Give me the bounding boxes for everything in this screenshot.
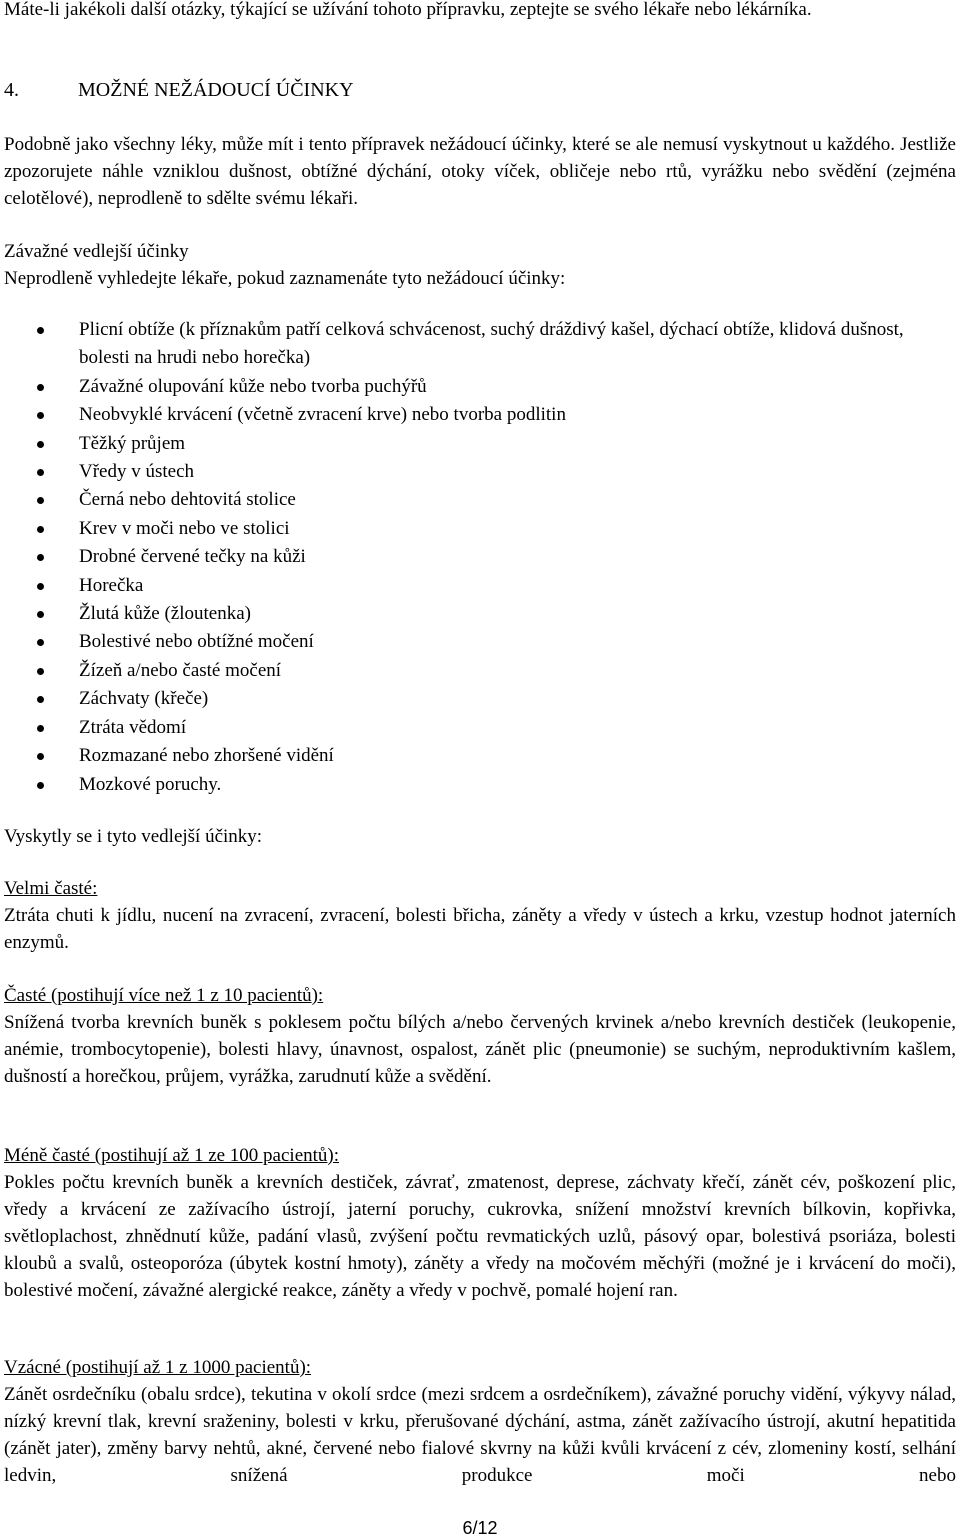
list-item bbox=[4, 543, 956, 571]
uncommon-label: Méně časté ( bbox=[4, 1145, 102, 1166]
list-item-text: Mozkové poruchy. bbox=[79, 773, 222, 795]
bullet-icon bbox=[37, 554, 44, 561]
list-item-text: Drobné červené tečky na kůži bbox=[79, 546, 306, 568]
uncommon-label-end: ): bbox=[327, 1145, 340, 1166]
common-block bbox=[4, 982, 956, 1090]
bullet-icon bbox=[37, 782, 44, 789]
symptom-list-block bbox=[4, 316, 956, 799]
bullet-icon bbox=[37, 668, 44, 675]
list-item bbox=[4, 685, 956, 713]
uncommon-label-rest: postihují až 1 ze 100 pacientů bbox=[101, 1145, 328, 1166]
bullet-icon bbox=[37, 696, 44, 703]
uncommon-block bbox=[4, 1142, 956, 1304]
section-title: MOŽNÉ NEŽÁDOUCÍ ÚČINKY bbox=[78, 79, 354, 101]
list-item-text: Záchvaty (křeče) bbox=[79, 688, 209, 710]
other-lead: Vyskytly se i tyto vedlejší účinky: bbox=[4, 826, 263, 847]
rare-label: Vzácné ( bbox=[4, 1357, 73, 1378]
section-number: 4. bbox=[4, 79, 19, 101]
uncommon-text: Pokles počtu krevních buněk a krevních destiček, závrať, zmatenost, deprese, záchvaty křečí, zánět cév, poškození plic, vředy a krvácení ze zažívacího ústrojí, jaterní poruchy, cukrovka, snížení množství krevních bílkovin, kopřivka, světloplachost, zhnědnutí kůže, padání vlasů, zvýšení počtu revmatických uzlů, pásový opar, bolestivá psoriáza, bolesti kloubů a svalů, osteoporóza (úbytek kostní hmoty), záněty a vředy na močovém měchýři (možné je i krvácení do moči), bolestivé močení, závažné alergické reakce, záněty a vředy v pochvě, pomalé hojení ran. bbox=[4, 1172, 956, 1301]
list-item bbox=[4, 771, 956, 799]
bullet-icon bbox=[37, 412, 44, 419]
list-item-text: Neobvyklé krvácení (včetně zvracení krve) nebo tvorba podlitin bbox=[79, 404, 566, 426]
list-item-text: Žízeň a/nebo časté močení bbox=[79, 659, 282, 681]
list-item-text: Plicní obtíže (k příznakům patří celková schvácenost, suchý dráždivý kašel, dýchací obtíže, klidová dušnost, bolesti na hrudi nebo horečka) bbox=[79, 319, 904, 369]
serious-block bbox=[4, 238, 956, 292]
list-item bbox=[4, 430, 956, 458]
very-common-label: Velmi časté: bbox=[4, 878, 98, 899]
serious-title: Závažné vedlejší účinky bbox=[4, 241, 189, 262]
list-item-text: Vředy v ústech bbox=[79, 461, 195, 483]
list-item-text: Ztráta vědomí bbox=[79, 716, 187, 738]
list-item bbox=[4, 401, 956, 429]
list-item-text: Krev v moči nebo ve stolici bbox=[79, 517, 290, 539]
section-intro-block bbox=[4, 131, 956, 212]
common-label: Časté ( bbox=[4, 985, 58, 1006]
list-item-text: Bolestivé nebo obtížné močení bbox=[79, 631, 314, 653]
intro-block bbox=[4, 0, 956, 23]
rare-label-rest: postihují až 1 z 1000 pacientů bbox=[72, 1357, 300, 1378]
list-item-text: Černá nebo dehtovitá stolice bbox=[79, 489, 296, 511]
common-text: Snížená tvorba krevních buněk s poklesem počtu bílých a/nebo červených krvinek a/nebo krevních destiček (leukopenie, anémie, trombocytopenie), bolesti hlavy, únavnost, ospalost, zánět plic (pneumonie) se suchým, neproduktivním kašlem, dušností a horečkou, průjem, vyrážka, zarudnutí kůže a svědění. bbox=[4, 1012, 956, 1087]
other-lead-block bbox=[4, 823, 956, 850]
bullet-icon bbox=[37, 327, 44, 334]
intro-paragraph: Máte-li jakékoli další otázky, týkající se užívání tohoto přípravku, zeptejte se svého lékaře nebo lékárníka. bbox=[4, 0, 812, 20]
symptom-list bbox=[4, 316, 956, 799]
list-item-text: Rozmazané nebo zhoršené vidění bbox=[79, 745, 334, 767]
list-item-text: Těžký průjem bbox=[79, 432, 186, 454]
bullet-icon bbox=[37, 497, 44, 504]
section-paragraph: Podobně jako všechny léky, může mít i tento přípravek nežádoucí účinky, které se ale nemusí vyskytnout u každého. Jestliže zpozorujete náhle vzniklou dušnost, obtížné dýchání, otoky víček, obličeje nebo rtů, vyrážku nebo svědění (zejména celotělové), neprodleně to sdělte svému lékaři. bbox=[4, 134, 956, 209]
very-common-block bbox=[4, 875, 956, 956]
list-item-text: Žlutá kůže (žloutenka) bbox=[79, 603, 251, 625]
bullet-icon bbox=[37, 611, 44, 618]
bullet-icon bbox=[37, 384, 44, 391]
section-heading bbox=[4, 77, 956, 104]
list-item bbox=[4, 742, 956, 770]
very-common-text: Ztráta chuti k jídlu, nucení na zvracení, zvracení, bolesti břicha, záněty a vředy v ústech a krku, vzestup hodnot jaterních enzymů. bbox=[4, 905, 956, 953]
list-item-text: Horečka bbox=[79, 574, 144, 596]
page-number: 6/12 bbox=[462, 1518, 498, 1538]
list-item bbox=[4, 572, 956, 600]
list-item bbox=[4, 657, 956, 685]
list-item bbox=[4, 515, 956, 543]
bullet-icon bbox=[37, 725, 44, 732]
rare-text: Zánět osrdečníku (obalu srdce), tekutina v okolí srdce (mezi srdcem a osrdečníkem), závažné poruchy vidění, výkyvy nálad, nízký krevní tlak, krevní sraženiny, bolesti v krku, přerušované dýchání, astma, zánět zažívacího ústrojí, akutní hepatitida (zánět jater), změny barvy nehtů, akné, červené nebo fialové skvrny na kůži kvůli krvácení z cév, zlomeniny kostí, selhání ledvin, snížená produkce moči nebo bbox=[4, 1384, 956, 1486]
bullet-icon bbox=[37, 469, 44, 476]
list-item bbox=[4, 628, 956, 656]
bullet-icon bbox=[37, 639, 44, 646]
list-item bbox=[4, 486, 956, 514]
list-item-text: Závažné olupování kůže nebo tvorba puchýřů bbox=[79, 375, 427, 397]
list-item bbox=[4, 373, 956, 401]
list-item bbox=[4, 316, 956, 373]
list-item bbox=[4, 714, 956, 742]
bullet-icon bbox=[37, 583, 44, 590]
bullet-icon bbox=[37, 753, 44, 760]
bullet-icon bbox=[37, 526, 44, 533]
common-label-rest: postihují více než 1 z 10 pacientů bbox=[57, 985, 312, 1006]
bullet-icon bbox=[37, 441, 44, 448]
list-item bbox=[4, 600, 956, 628]
list-item bbox=[4, 458, 956, 486]
serious-lead: Neprodleně vyhledejte lékaře, pokud zaznamenáte tyto nežádoucí účinky: bbox=[4, 268, 566, 289]
rare-block bbox=[4, 1354, 956, 1489]
common-label-end: ): bbox=[311, 985, 324, 1006]
rare-label-end: ): bbox=[299, 1357, 312, 1378]
